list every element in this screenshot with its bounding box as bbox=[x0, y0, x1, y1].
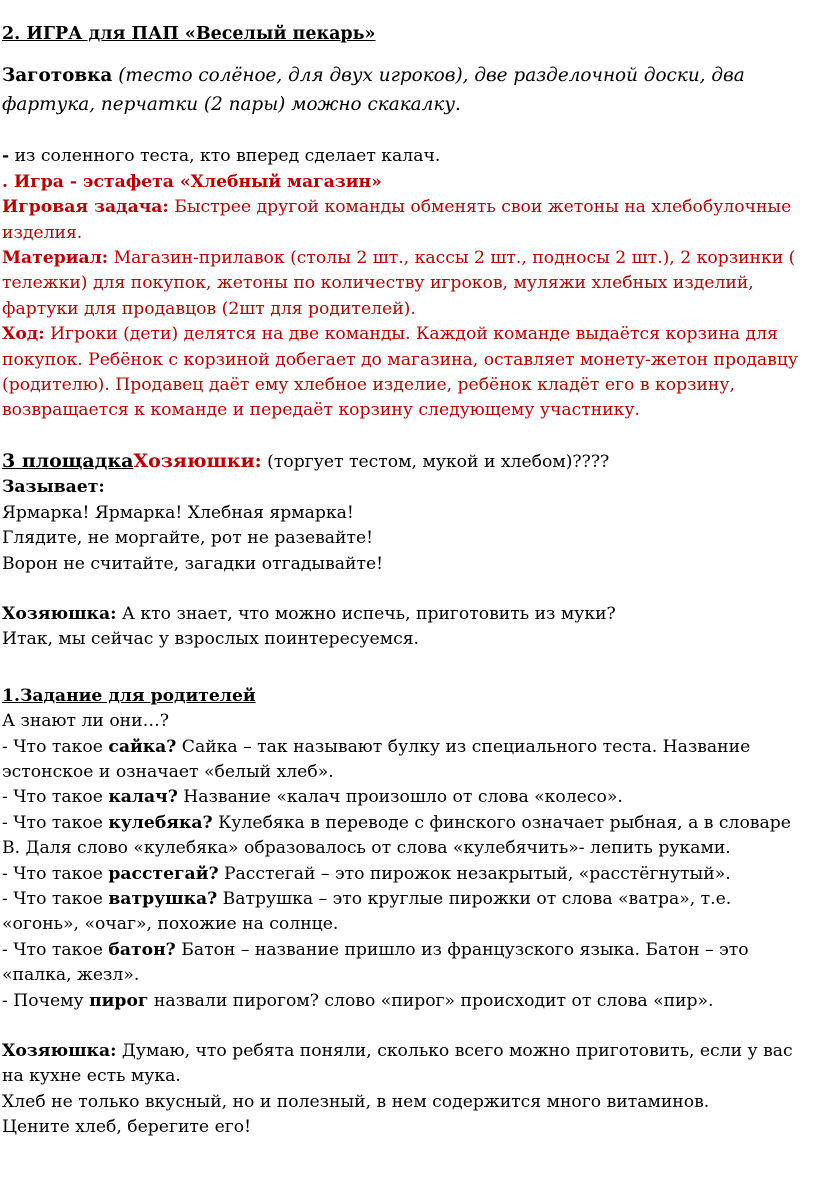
relay-material bbox=[2, 246, 806, 322]
parents-intro: А знают ли они…? bbox=[2, 711, 169, 732]
prep-end: . bbox=[455, 94, 461, 116]
site3-note: (торгует тестом, мукой и хлебом)???? bbox=[261, 451, 610, 472]
site3-calls-label: Зазывает: bbox=[2, 477, 105, 498]
question-prefix: - Что такое bbox=[2, 812, 109, 833]
spacer bbox=[2, 119, 806, 144]
host-intro-label: Хозяюшка: bbox=[2, 603, 117, 624]
relay-material-label: Материал: bbox=[2, 248, 109, 269]
question-term: кулебяка? bbox=[108, 812, 213, 833]
question-answer: Ватрушка – это круглые пирожки от слова «ватра», т.е. «огонь», «очаг», похожие на солнце. bbox=[2, 888, 732, 935]
relay-move-text: Игроки (дети) делятся на две команды. Каждой команде выдаётся корзина для покупок. Ребёнок с корзиной добегает до магазина, оставляет монету-жетон продавцу (родителю). Продавец даёт ему хлебное изделие, ребёнок кладёт его в корзину, возвращается к команде и передаёт корзину следующему участнику. bbox=[2, 324, 799, 421]
question-term: ватрушка? bbox=[108, 888, 218, 909]
question-item bbox=[2, 735, 806, 786]
spacer bbox=[2, 1014, 806, 1039]
question-prefix: - Что такое bbox=[2, 736, 109, 757]
site3-label: 3 площадка bbox=[2, 449, 134, 472]
call-line: Глядите, не моргайте, рот не разевайте! bbox=[2, 528, 374, 549]
task-text: из соленного теста, кто вперед сделает калач. bbox=[9, 146, 441, 167]
question-prefix: - Что такое bbox=[2, 787, 109, 808]
site3-heading bbox=[2, 449, 806, 475]
question-item bbox=[2, 938, 806, 989]
page-title: 2. ИГРА для ПАП «Веселый пекарь» bbox=[2, 24, 376, 44]
relay-title: . Игра - эстафета «Хлебный магазин» bbox=[2, 171, 382, 192]
closing-paragraph bbox=[2, 1039, 806, 1090]
relay-game-section bbox=[2, 170, 806, 424]
spacer bbox=[2, 653, 806, 678]
question-item bbox=[2, 887, 806, 938]
host-intro-line2: Итак, мы сейчас у взрослых поинтересуемся. bbox=[2, 629, 420, 650]
question-prefix: - Что такое bbox=[2, 939, 109, 960]
closing-label: Хозяюшка: bbox=[2, 1041, 117, 1061]
task-line bbox=[2, 144, 806, 169]
question-prefix: - Что такое bbox=[2, 863, 109, 884]
host-intro-text: А кто знает, что можно испечь, приготовить из муки? bbox=[116, 603, 616, 624]
closing-line3: Цените хлеб, берегите его! bbox=[2, 1117, 252, 1138]
question-term: пирог bbox=[89, 990, 149, 1011]
prep-paragraph bbox=[2, 61, 806, 119]
question-term: сайка? bbox=[108, 736, 177, 757]
task-dash: - bbox=[2, 146, 10, 167]
question-answer: Сайка – так называют булку из специального теста. Название эстонское и означает «белый хлеб». bbox=[2, 736, 751, 782]
question-item bbox=[2, 811, 806, 862]
question-answer: Кулебяка в переводе с финского означает рыбная, а в словаре В. Даля слово «кулебяка» образовалось от слова «кулебячить»- лепить руками. bbox=[2, 812, 791, 859]
closing-text: Думаю, что ребята поняли, сколько всего можно приготовить, если у вас на кухне есть мука. bbox=[2, 1041, 793, 1087]
question-term: батон? bbox=[108, 939, 176, 960]
prep-label: Заготовка bbox=[2, 65, 113, 87]
question-answer: назвали пирогом? слово «пирог» происходит от слова «пир». bbox=[148, 990, 714, 1011]
relay-goal-label: Игровая задача: bbox=[2, 197, 169, 218]
relay-goal bbox=[2, 195, 806, 246]
relay-move-label: Ход: bbox=[2, 324, 45, 345]
question-answer: Батон – название пришло из французского языка. Батон – это «палка, жезл». bbox=[2, 939, 749, 986]
question-answer: Расстегай – это пирожок незакрытый, «расстёгнутый». bbox=[218, 863, 731, 884]
spacer bbox=[2, 577, 806, 602]
question-answer: Название «калач произошло от слова «колесо». bbox=[177, 787, 623, 808]
question-term: расстегай? bbox=[108, 863, 219, 884]
question-item bbox=[2, 785, 806, 810]
closing-line2: Хлеб не только вкусный, но и полезный, в нем содержится много витаминов. bbox=[2, 1091, 710, 1112]
call-line: Ворон не считайте, загадки отгадывайте! bbox=[2, 553, 384, 574]
host-intro bbox=[2, 602, 806, 627]
question-item bbox=[2, 989, 806, 1014]
relay-goal-text: Быстрее другой команды обменять свои жетоны на хлебобулочные изделия. bbox=[2, 197, 792, 243]
spacer bbox=[2, 424, 806, 449]
question-item bbox=[2, 862, 806, 887]
parents-task-title: 1.Задание для родителей bbox=[2, 685, 256, 706]
relay-material-text: Магазин-прилавок (столы 2 шт., кассы 2 шт., подносы 2 шт.), 2 корзинки ( тележки) для покупок, жетоны по количеству игроков, муляжи хлебных изделий, фартуки для продавцов (2шт для родителей). bbox=[2, 248, 796, 319]
question-prefix: - Почему bbox=[2, 990, 90, 1011]
relay-move bbox=[2, 322, 806, 424]
question-term: калач? bbox=[108, 787, 178, 808]
question-prefix: - Что такое bbox=[2, 888, 109, 909]
prep-italic-text: (тесто солёное, для двух игроков), две разделочной доски, два фартука, перчатки (2 пары) можно скакалку bbox=[2, 65, 745, 116]
site3-host: Хозяюшки: bbox=[133, 449, 262, 472]
call-line: Ярмарка! Ярмарка! Хлебная ярмарка! bbox=[2, 502, 354, 523]
